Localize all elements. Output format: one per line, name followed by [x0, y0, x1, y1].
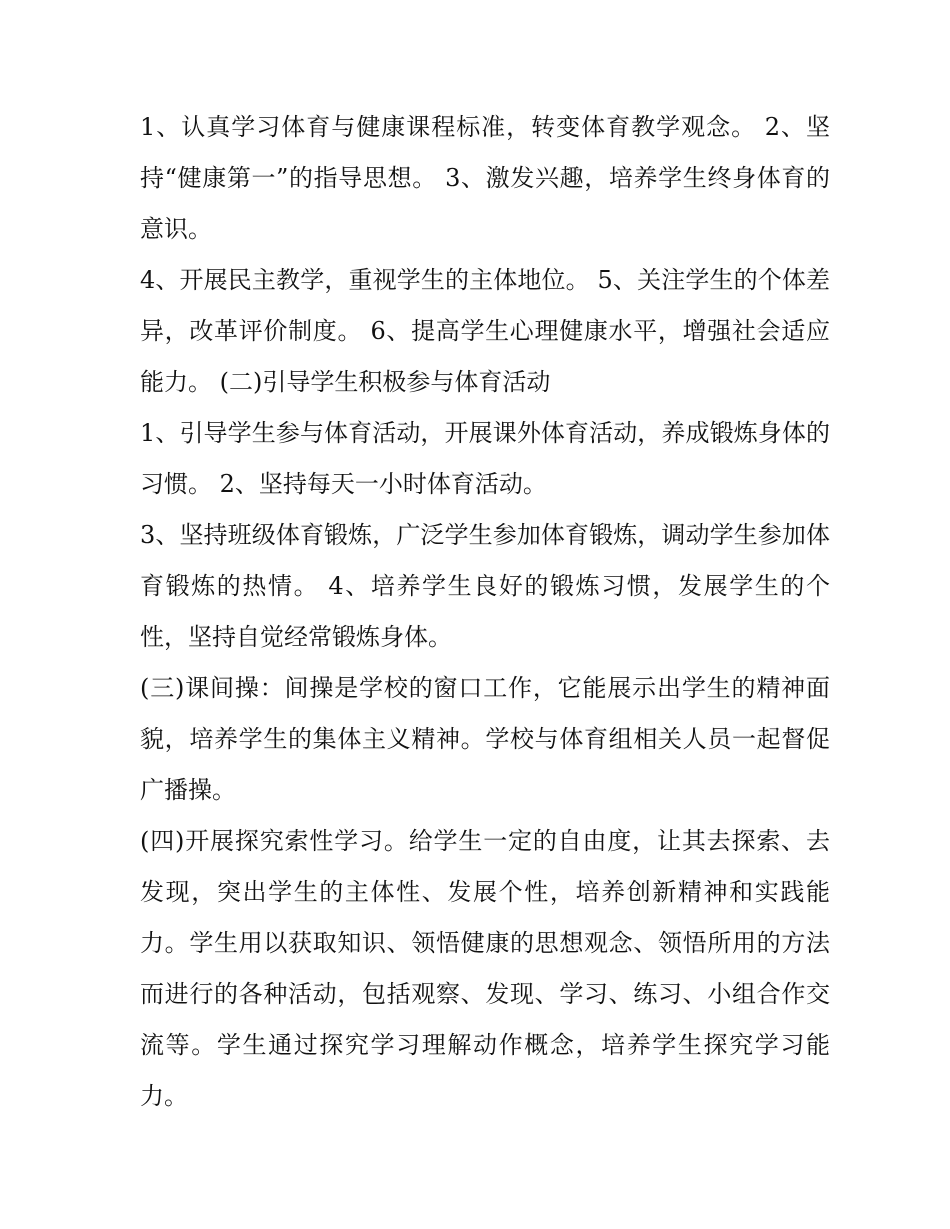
- paragraph-3: 1、引导学生参与体育活动，开展课外体育活动，养成锻炼身体的习惯。 2、坚持每天一小时体育活动。: [140, 419, 830, 498]
- paragraph-1: 1、认真学习体育与健康课程标准，转变体育教学观念。 2、坚持“健康第一”的指导思想。 3、激发兴趣，培养学生终身体育的意识。: [140, 113, 830, 243]
- paragraph-4: 3、坚持班级体育锻炼，广泛学生参加体育锻炼，调动学生参加体育锻炼的热情。 4、培养学生良好的锻炼习惯，发展学生的个性，坚持自觉经常锻炼身体。: [140, 521, 830, 651]
- paragraph-6: (四)开展探究索性学习。给学生一定的自由度，让其去探索、去发现，突出学生的主体性、发展个性，培养创新精神和实践能力。学生用以获取知识、领悟健康的思想观念、领悟所用的方法而进行的各种活动，包括观察、发现、学习、练习、小组合作交流等。学生通过探究学习理解动作概念，培养学生探究学习能力。: [140, 827, 830, 1110]
- document-body: [140, 102, 830, 1122]
- paragraph-2: 4、开展民主教学，重视学生的主体地位。 5、关注学生的个体差异，改革评价制度。 6、提高学生心理健康水平，增强社会适应能力。 (二)引导学生积极参与体育活动: [140, 266, 830, 396]
- paragraph-5: (三)课间操：间操是学校的窗口工作，它能展示出学生的精神面貌，培养学生的集体主义精神。学校与体育组相关人员一起督促广播操。: [140, 674, 830, 804]
